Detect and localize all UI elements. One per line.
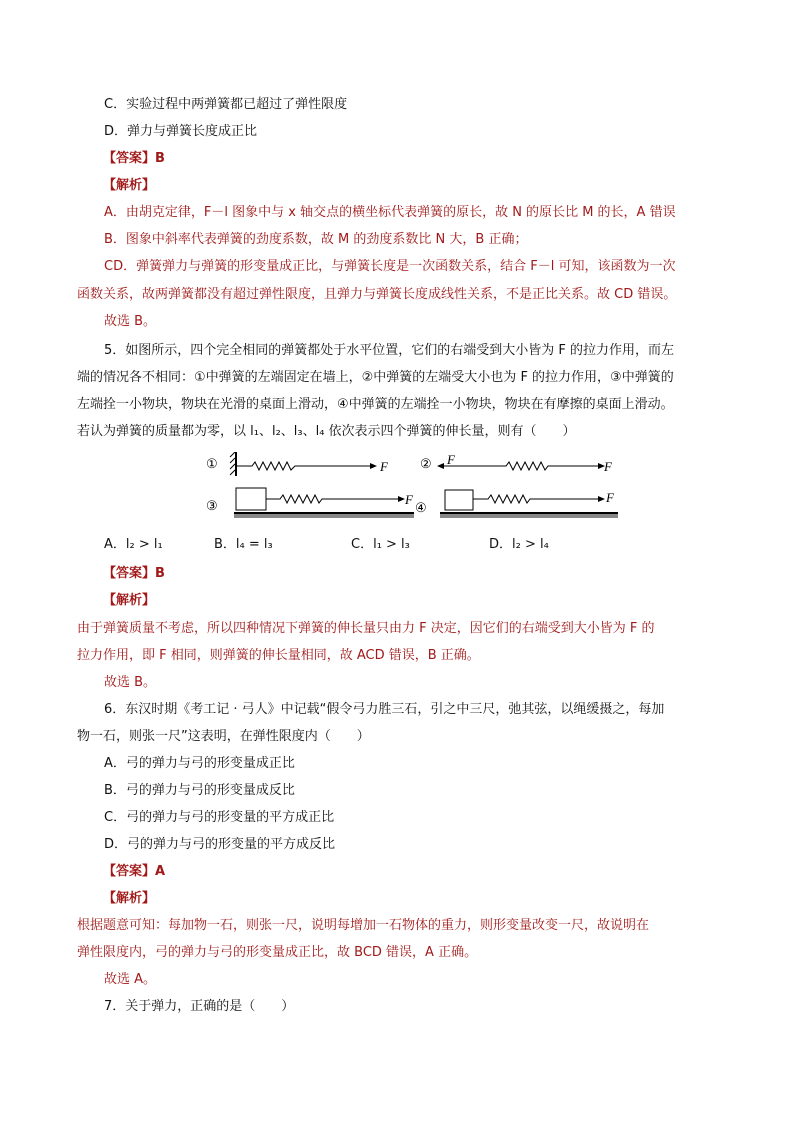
answer-label: 【答案】B bbox=[103, 151, 165, 166]
table-hatching bbox=[440, 514, 618, 518]
analysis-text: CD．弹簧弹力与弹簧的形变量成正比，与弹簧长度是一次函数关系，结合 F－l 可知，该函数为一次 bbox=[104, 259, 676, 274]
analysis-text: 函数关系，故两弹簧都没有超过弹性限度，且弹力与弹簧长度成线性关系，不是正比关系。故 CD 错误。 bbox=[77, 287, 677, 302]
analysis-text: 由于弹簧质量不考虑，所以四种情况下弹簧的伸长量只由力 F 决定，因它们的右端受到大小皆为 F 的 bbox=[77, 621, 655, 636]
spring-2 bbox=[492, 462, 560, 470]
wall-hatching bbox=[230, 452, 235, 475]
block-3 bbox=[236, 488, 266, 510]
option-a: A．l₂ > l₁ bbox=[104, 537, 163, 552]
force-label: F bbox=[604, 459, 612, 474]
analysis-text: 拉力作用，即 F 相同，则弹簧的伸长量相同，故 ACD 错误，B 正确。 bbox=[77, 648, 480, 663]
force-label: F bbox=[405, 492, 413, 507]
block-4 bbox=[445, 490, 473, 510]
analysis-text: 根据题意可知：每加物一石，则张一尺，说明每增加一石物体的重力，则形变量改变一尺，故说明在 bbox=[77, 918, 650, 933]
option-c: C．l₁ > l₃ bbox=[351, 537, 410, 552]
option-d-text: D．弹力与弹簧长度成正比 bbox=[104, 124, 258, 139]
conclusion-text: 故选 A。 bbox=[104, 972, 157, 987]
force-arrow-left bbox=[437, 463, 444, 469]
answer-label: 【答案】A bbox=[103, 864, 166, 879]
question-5-text: 若认为弹簧的质量都为零，以 l₁、l₂、l₃、l₄ 依次表示四个弹簧的伸长量，则有（ ） bbox=[77, 424, 576, 439]
spring-1 bbox=[237, 462, 310, 470]
force-label: F bbox=[447, 452, 455, 467]
question-6-text: 物一石，则张一尺”这表明，在弹性限度内（ ） bbox=[77, 729, 370, 744]
answer-label: 【答案】B bbox=[103, 566, 165, 581]
question-5-text: 5．如图所示，四个完全相同的弹簧都处于水平位置，它们的右端受到大小皆为 F 的拉力作用，而左 bbox=[104, 343, 675, 358]
spring-diagram bbox=[200, 452, 630, 522]
option-d-text: D．弓的弹力与弓的形变量的平方成反比 bbox=[104, 837, 336, 852]
option-a-text: A．弓的弹力与弓的形变量成正比 bbox=[104, 756, 295, 771]
force-label: F bbox=[380, 459, 388, 474]
spring-4 bbox=[473, 495, 545, 503]
table-hatching bbox=[234, 514, 414, 518]
question-7-text: 7．关于弹力，正确的是（ ） bbox=[104, 999, 295, 1014]
label-case-1: ① bbox=[206, 456, 218, 471]
analysis-label: 【解析】 bbox=[103, 593, 156, 608]
analysis-label: 【解析】 bbox=[103, 891, 156, 906]
option-c-text: C．弓的弹力与弓的形变量的平方成正比 bbox=[104, 810, 335, 825]
question-6-text: 6．东汉时期《考工记 · 弓人》中记载“假令弓力胜三石，引之中三尺，弛其弦，以绳缓摄之，每加 bbox=[104, 702, 665, 717]
question-5-text: 左端拴一小物块，物块在光滑的桌面上滑动，④中弹簧的左端拴一小物块，物块在有摩擦的桌面上滑动。 bbox=[77, 397, 674, 412]
spring-3 bbox=[266, 495, 340, 503]
force-label: F bbox=[606, 490, 614, 505]
option-b-text: B．弓的弹力与弓的形变量成反比 bbox=[104, 783, 295, 798]
analysis-label: 【解析】 bbox=[103, 178, 156, 193]
analysis-text: B．图象中斜率代表弹簧的劲度系数，故 M 的劲度系数比 N 大，B 正确； bbox=[104, 232, 528, 247]
conclusion-text: 故选 B。 bbox=[104, 675, 157, 690]
analysis-text: A．由胡克定律，F－l 图象中与 x 轴交点的横坐标代表弹簧的原长，故 N 的原长比 M 的长，A 错误 bbox=[104, 205, 676, 220]
option-d: D．l₂ > l₄ bbox=[489, 537, 549, 552]
label-case-3: ③ bbox=[206, 498, 218, 513]
label-case-4: ④ bbox=[415, 500, 427, 515]
analysis-text: 弹性限度内，弓的弹力与弓的形变量成正比，故 BCD 错误，A 正确。 bbox=[77, 945, 478, 960]
conclusion-text: 故选 B。 bbox=[104, 314, 157, 329]
option-c-text: C．实验过程中两弹簧都已超过了弹性限度 bbox=[104, 97, 348, 112]
options-row bbox=[104, 533, 664, 553]
question-5-text: 端的情况各不相同：①中弹簧的左端固定在墙上，②中弹簧的左端受大小也为 F 的拉力作用，③中弹簧的 bbox=[77, 370, 674, 385]
label-case-2: ② bbox=[420, 456, 432, 471]
option-b: B．l₄ = l₃ bbox=[214, 537, 273, 552]
